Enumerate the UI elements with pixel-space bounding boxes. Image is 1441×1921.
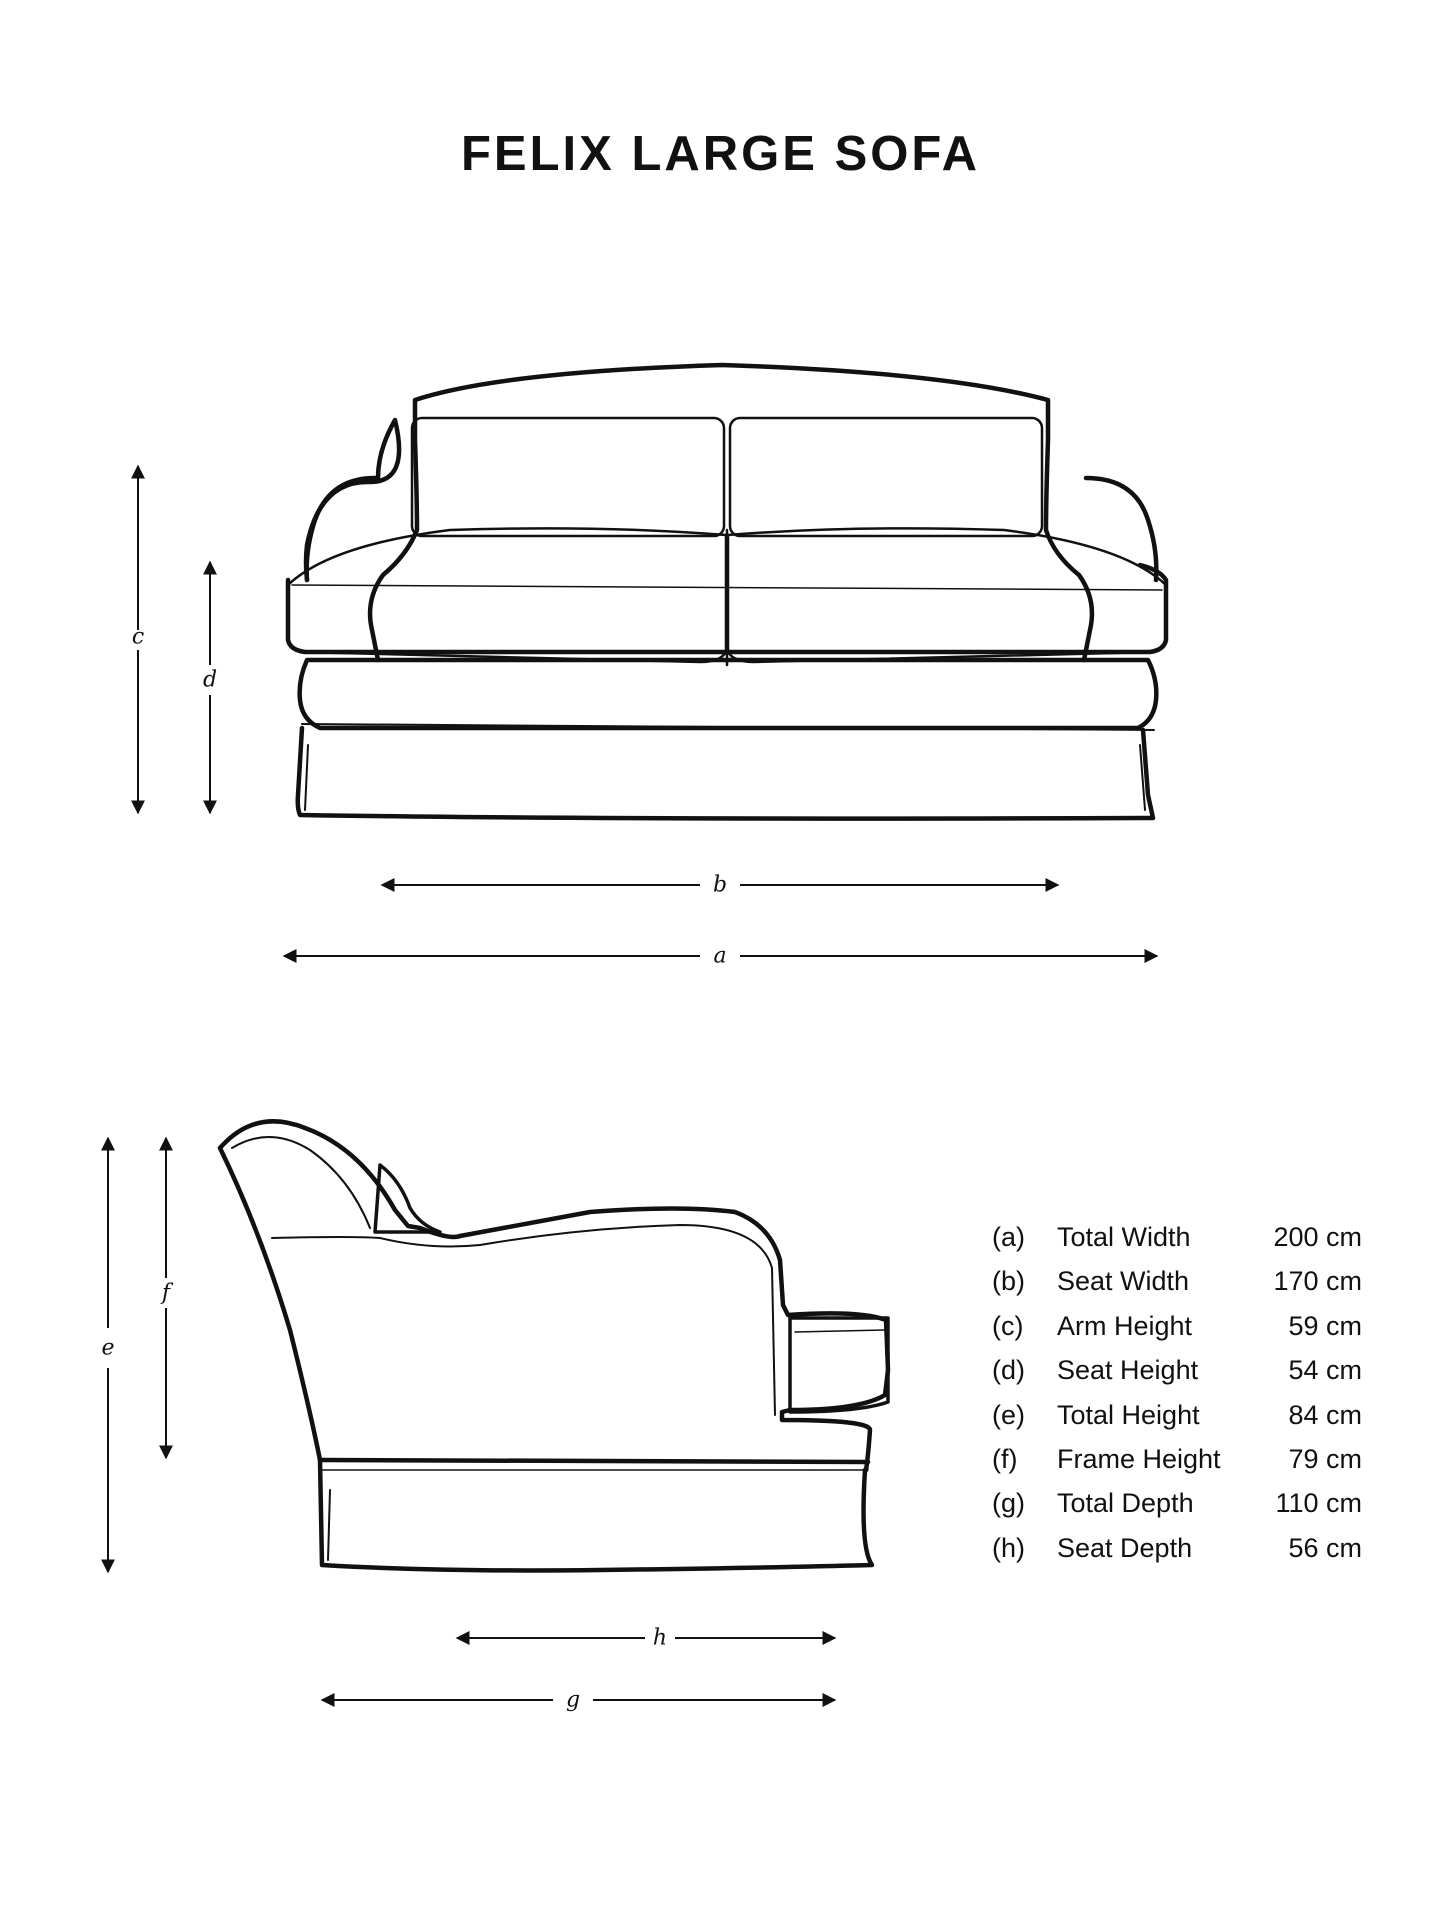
spec-value: 110 cm	[1275, 1488, 1362, 1519]
dim-label-a: a	[713, 943, 727, 969]
spec-code: (e)	[992, 1399, 1025, 1430]
spec-value: 59 cm	[1288, 1310, 1362, 1341]
spec-name: Arm Height	[1057, 1310, 1193, 1341]
side-skirt	[320, 1460, 872, 1570]
dim-label-g: g	[565, 1687, 581, 1713]
spec-code: (a)	[992, 1222, 1025, 1252]
spec-row	[992, 1355, 1362, 1399]
spec-value: 56 cm	[1288, 1532, 1362, 1563]
spec-value: 84 cm	[1288, 1399, 1362, 1430]
spec-name: Frame Height	[1057, 1443, 1221, 1474]
spec-code: (g)	[992, 1488, 1025, 1519]
front-seat-cushion-left	[288, 528, 726, 662]
side-view-sofa	[220, 1121, 888, 1570]
dim-label-h: h	[652, 1625, 668, 1651]
spec-row	[992, 1400, 1362, 1444]
side-backrest	[220, 1121, 888, 1470]
front-skirt	[298, 728, 1153, 819]
spec-name: Seat Height	[1057, 1355, 1199, 1386]
spec-code: (b)	[992, 1266, 1025, 1297]
front-view-sofa	[288, 365, 1166, 819]
spec-row	[992, 1266, 1362, 1310]
spec-value: 200 cm	[1273, 1222, 1362, 1252]
side-arm-piping	[272, 1225, 775, 1415]
front-left-arm	[306, 420, 399, 580]
page-title: FELIX LARGE SOFA	[461, 127, 980, 181]
spec-row	[992, 1488, 1362, 1532]
spec-row	[992, 1444, 1362, 1488]
front-back-cushion-left	[412, 418, 724, 536]
dim-label-c: c	[131, 624, 145, 650]
spec-row	[992, 1311, 1362, 1355]
front-base	[300, 660, 1157, 728]
spec-value: 79 cm	[1288, 1443, 1362, 1474]
front-skirt-hem	[305, 745, 308, 810]
side-welt	[320, 1460, 868, 1462]
dim-label-f: f	[161, 1280, 171, 1306]
spec-name: Seat Depth	[1057, 1532, 1193, 1563]
spec-code: (f)	[992, 1443, 1018, 1474]
spec-value: 170 cm	[1273, 1266, 1362, 1297]
dim-label-d: d	[202, 667, 218, 693]
side-arm-pad-top	[795, 1330, 884, 1332]
dimension-spec-list	[992, 1222, 1362, 1577]
spec-name: Total Depth	[1057, 1488, 1194, 1519]
spec-row	[992, 1533, 1362, 1577]
side-dimension-arrows	[108, 1138, 835, 1700]
side-skirt-left-hem	[328, 1490, 330, 1560]
spec-name: Total Height	[1057, 1399, 1200, 1430]
dim-label-b: b	[712, 872, 728, 898]
spec-code: (c)	[992, 1310, 1024, 1341]
spec-code: (h)	[992, 1532, 1025, 1563]
dim-label-e: e	[101, 1335, 115, 1361]
front-dimension-arrows	[138, 466, 1157, 956]
spec-value: 54 cm	[1288, 1355, 1362, 1386]
spec-row	[992, 1222, 1362, 1266]
front-seat-cushion-right	[728, 528, 1166, 662]
side-back-line	[220, 1148, 320, 1460]
front-back-cushion-right	[730, 418, 1042, 536]
spec-name: Seat Width	[1057, 1266, 1190, 1297]
spec-code: (d)	[992, 1355, 1025, 1386]
spec-name: Total Width	[1057, 1222, 1191, 1252]
